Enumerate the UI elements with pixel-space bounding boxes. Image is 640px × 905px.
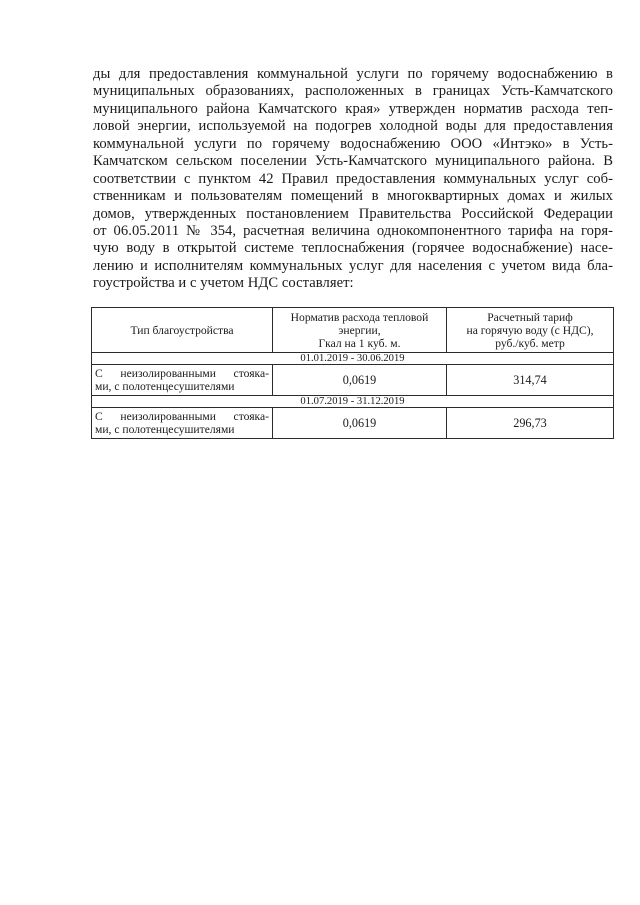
header-tariff-line: на горячую воду (с НДС), xyxy=(466,323,594,337)
tariff-table xyxy=(91,307,614,439)
type-line: ми, с полотенцесушителями xyxy=(95,423,235,436)
type-cell xyxy=(92,365,273,396)
period-label: 01.07.2019 - 31.12.2019 xyxy=(92,396,614,408)
tariff-value: 314,74 xyxy=(447,365,614,396)
paragraph-line: домов, утвержденных постановлением Правительства Российской Федерации xyxy=(93,205,613,222)
tariff-value: 296,73 xyxy=(447,408,614,439)
paragraph-line: Камчатском сельском поселении Усть-Камчатского муниципального района. В xyxy=(93,153,613,170)
type-line: С неизолированными стояка- xyxy=(95,409,269,423)
norm-value: 0,0619 xyxy=(273,365,447,396)
paragraph-line: коммунальной услуги по горячему водоснабжению ООО «Интэко» в Усть- xyxy=(93,135,613,152)
type-line: ми, с полотенцесушителями xyxy=(95,380,235,393)
header-tariff-line: руб./куб. метр xyxy=(495,336,565,350)
paragraph-line: гоустройства и с учетом НДС составляет: xyxy=(93,275,354,292)
paragraph-line: от 06.05.2011 № 354, расчетная величина однокомпонентного тарифа на горя- xyxy=(93,222,613,239)
header-norm xyxy=(273,308,447,353)
norm-value: 0,0619 xyxy=(273,408,447,439)
period-row xyxy=(92,353,614,365)
header-type-label: Тип благоустройства xyxy=(130,323,234,337)
table-row xyxy=(92,365,614,396)
header-norm-line: Норматив расхода тепловой xyxy=(290,310,429,324)
header-norm-line: Гкал на 1 куб. м. xyxy=(318,336,401,350)
header-type xyxy=(92,308,273,353)
period-row xyxy=(92,396,614,408)
header-tariff-line: Расчетный тариф xyxy=(487,310,573,324)
paragraph-line: лению и исполнителям коммунальных услуг для населения с учетом вида бла- xyxy=(93,257,613,274)
paragraph-line: чую воду в открытой системе теплоснабжения (горячее водоснабжение) насе- xyxy=(93,240,613,257)
paragraph-line: ды для предоставления коммунальной услуги по горячему водоснабжению в xyxy=(93,66,613,82)
paragraph-line: муниципального района Камчатского края» утвержден норматив расхода теп- xyxy=(93,100,613,117)
body-paragraph xyxy=(93,66,613,293)
paragraph-line: ственникам и пользователям помещений в многоквартирных домах и жилых xyxy=(93,188,613,205)
paragraph-line: ловой энергии, используемой на подогрев холодной воды для предоставления xyxy=(93,118,613,135)
header-tariff xyxy=(447,308,614,353)
header-norm-line: энергии, xyxy=(338,323,381,337)
type-line: С неизолированными стояка- xyxy=(95,366,269,380)
table-header-row xyxy=(92,308,614,353)
paragraph-line: соответствии с пунктом 42 Правил предоставления коммунальных услуг соб- xyxy=(93,170,613,187)
paragraph-line: муниципальных образованиях, расположенных в границах Усть-Камчатского xyxy=(93,83,613,100)
table-row xyxy=(92,408,614,439)
type-cell xyxy=(92,408,273,439)
period-label: 01.01.2019 - 30.06.2019 xyxy=(92,353,614,365)
